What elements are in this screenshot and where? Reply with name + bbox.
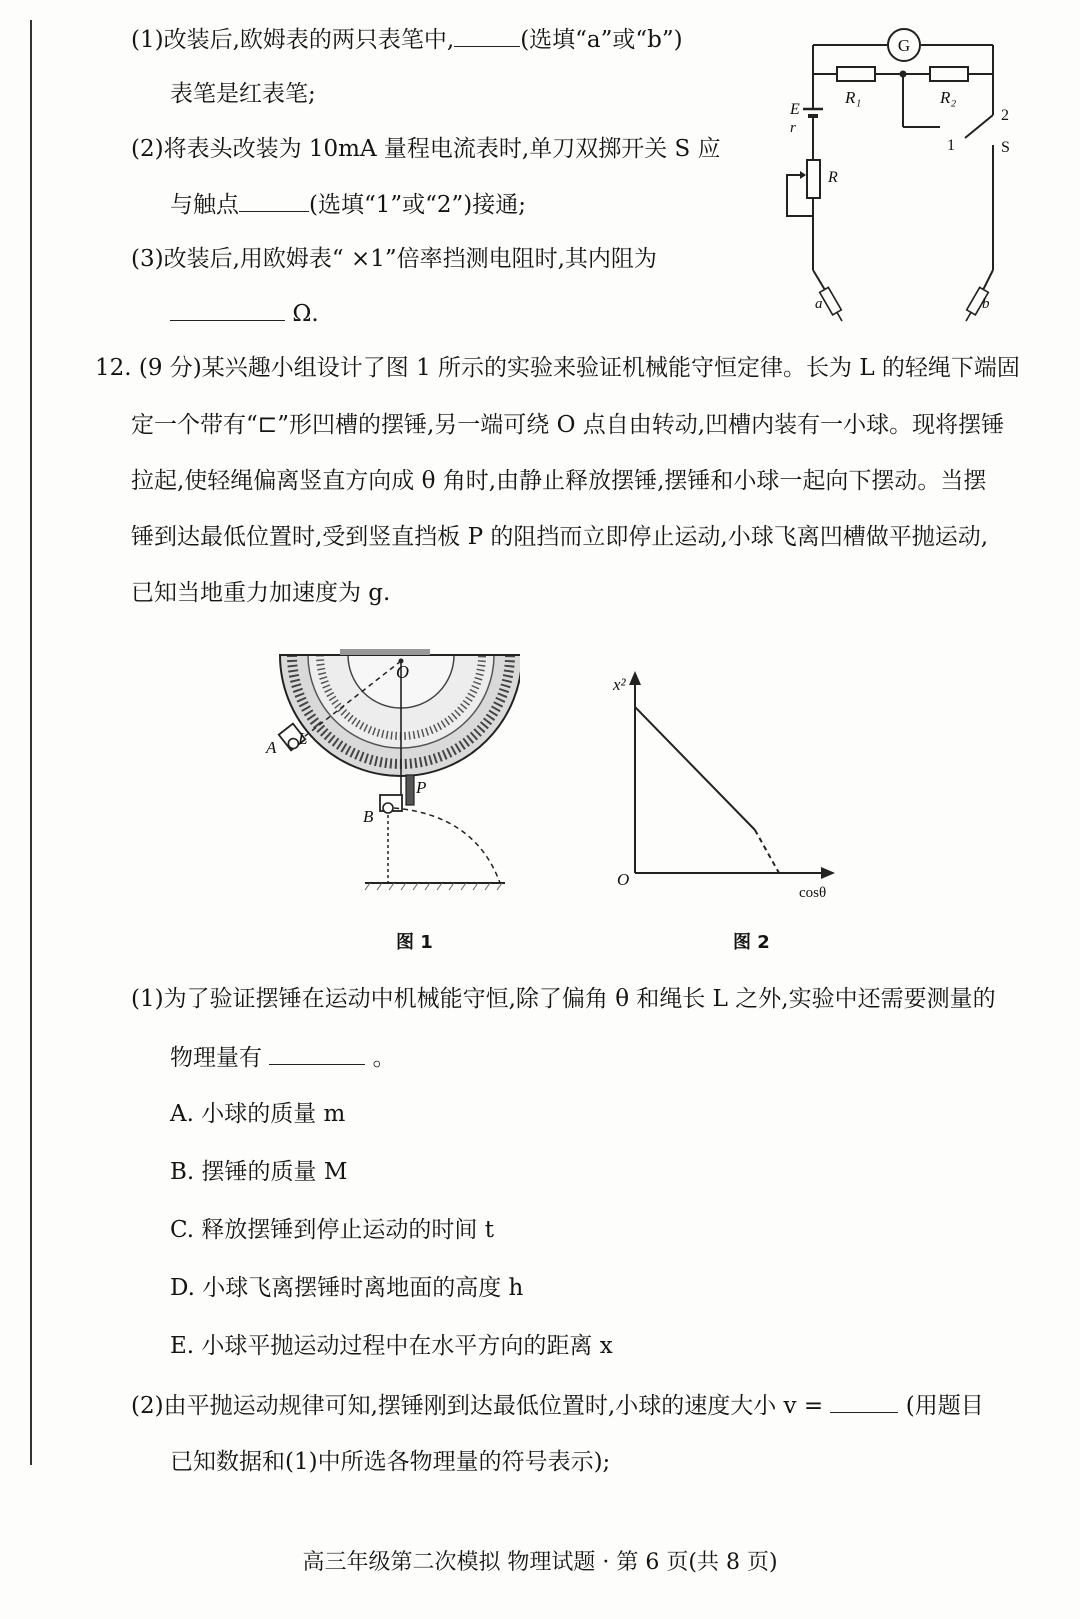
option-e[interactable]: E. 小球平抛运动过程中在水平方向的距离 x [170,1333,613,1359]
q11-part1-hint: (选填“a”或“b”) [520,27,683,53]
answer-blank[interactable] [170,298,285,321]
q12-part1-text: 物理量有 [170,1045,262,1071]
q11-part1-line1 [131,24,683,55]
figure-2-graph [605,665,865,905]
fig1-label-l: L [298,729,308,748]
rheostat-label: R [828,169,838,186]
q11-part2-line1: (2)将表头改装为 10mA 量程电流表时,单刀双掷开关 S 应 [131,136,721,162]
option-a[interactable]: A. 小球的质量 m [170,1101,346,1127]
q12-part2-line1 [131,1390,984,1421]
q11-part2-line2 [170,189,526,220]
fig2-x-label: cosθ [799,885,827,901]
q12-stem-line3: 拉起,使轻绳偏离竖直方向成 θ 角时,由静止释放摆锤,摆锤和小球一起向下摆动。当摆 [131,468,987,494]
option-c[interactable]: C. 释放摆锤到停止运动的时间 t [170,1217,494,1243]
contact-2-label: 2 [1001,107,1009,124]
fig1-label-a: A [266,738,277,757]
answer-blank[interactable] [269,1042,365,1065]
q11-part1-line2: 表笔是红表笔; [170,81,316,107]
galvanometer-label: G [897,36,911,55]
answer-blank[interactable] [454,24,520,47]
fig1-label-o: O [396,662,409,682]
internal-r-label: r [790,120,796,136]
q12-stem-line4: 锤到达最低位置时,受到竖直挡板 P 的阻挡而立即停止运动,小球飞离凹槽做平抛运动, [131,524,989,550]
q12-stem-line5: 已知当地重力加速度为 g. [131,580,391,606]
emf-label: E [790,101,800,118]
q11-part2-text: 与触点 [170,192,239,218]
graph-line-dashed [755,830,779,873]
probe-b-label: b [982,296,990,312]
q12-stem-line1: 12. (9 分)某兴趣小组设计了图 1 所示的实验来验证机械能守恒定律。长为 L 的轻绳下端固 [95,355,1020,381]
graph-line-solid [635,707,755,830]
contact-1-label: 1 [947,137,955,154]
fig1-label-b: B [363,807,374,826]
answer-blank[interactable] [830,1390,898,1413]
q11-part2-hint: (选填“1”或“2”)接通; [309,192,526,218]
figure-1-caption: 图 1 [396,932,433,953]
option-b[interactable]: B. 摆锤的质量 M [170,1159,348,1185]
fig2-y-label: x² [613,675,626,694]
x-axis-arrow-icon [821,867,835,879]
y-axis-arrow-icon [629,671,641,685]
q12-part2-line2: 已知数据和(1)中所选各物理量的符号表示); [170,1449,611,1475]
r1-label: R₁ [845,88,862,107]
circuit-diagram [775,20,1045,330]
option-d[interactable]: D. 小球飞离摆锤时离地面的高度 h [170,1275,524,1301]
answer-blank[interactable] [239,189,309,212]
q12-part2-text: (2)由平抛运动规律可知,摆锤刚到达最低位置时,小球的速度大小 v = [131,1393,824,1419]
q12-part1-end: 。 [372,1045,396,1071]
fig2-origin-label: O [617,870,630,889]
q12-stem-line2: 定一个带有“⊏”形凹槽的摆锤,另一端可绕 O 点自由转动,凹槽内装有一小球。现将摆锤 [131,412,1005,438]
figure-2-caption: 图 2 [733,932,770,953]
q12-part1-line1: (1)为了验证摆锤在运动中机械能守恒,除了偏角 θ 和绳长 L 之外,实验中还需要测量的 [131,986,996,1012]
figure-1-apparatus [260,645,520,905]
q11-part3-line1: (3)改装后,用欧姆表“ ×1”倍率挡测电阻时,其内阻为 [131,246,657,272]
r2-label: R₂ [940,88,957,107]
switch-label: S [1001,139,1010,156]
fig1-label-p: P [416,778,427,797]
page-footer: 高三年级第二次模拟 物理试题 · 第 6 页(共 8 页) [302,1550,778,1575]
margin-rule [30,20,32,1465]
probe-a-label: a [815,296,823,312]
q11-part3-unit: Ω. [292,301,319,327]
q11-part3-line2 [170,298,319,329]
q11-part1-text: (1)改装后,欧姆表的两只表笔中, [131,27,455,53]
q12-part2-hint: (用题目 [905,1393,984,1419]
q12-part1-line2 [170,1042,396,1073]
